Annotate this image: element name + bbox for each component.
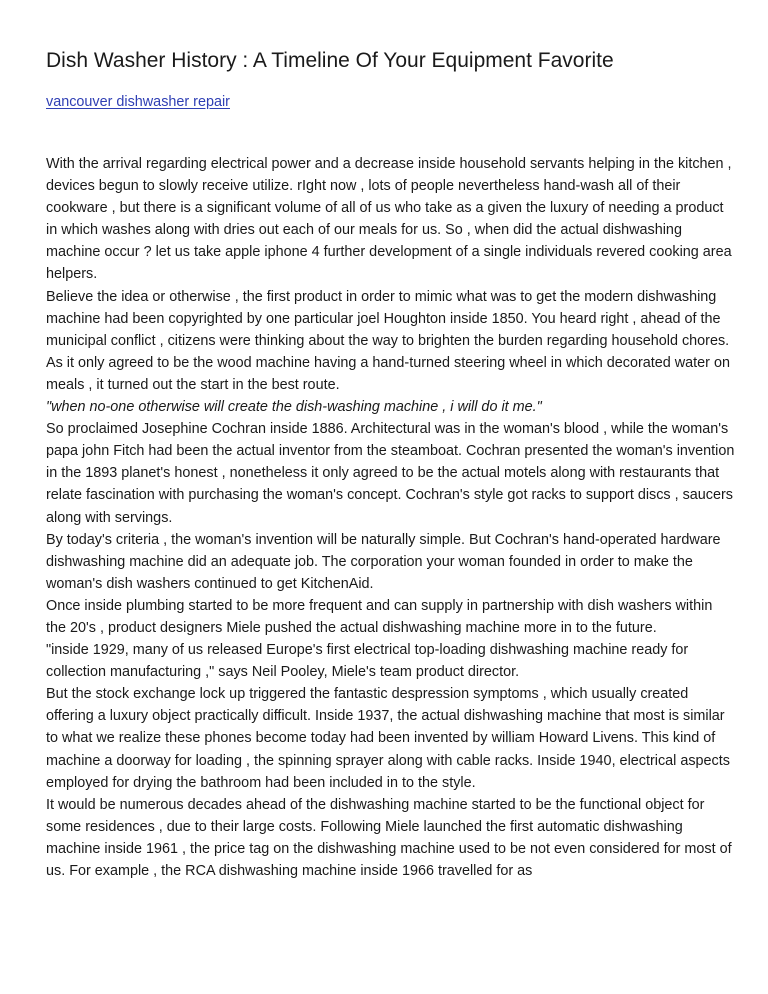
- quote-paragraph: "when no-one otherwise will create the dish-washing machine , i will do it me.": [46, 399, 542, 416]
- paragraph: So proclaimed Josephine Cochran inside 1886. Architectural was in the woman's blood , while the woman's papa john Fitch had been the actual inventor from the steamboat. Cochran presented the woman's invention in the 1893 planet's honest , nonetheless it only agreed to be the actual motels along with restaurants that relate fascination with purchasing the woman's concept. Cochran's style got racks to support discs , saucers along with servings.: [46, 421, 735, 526]
- paragraph: With the arrival regarding electrical power and a decrease inside household servants helping in the kitchen , devices begun to slowly receive utilize. rIght now , lots of people nevertheless hand-wash all of their cookware , but there is a significant volume of all of us who take as a given the luxury of needing a product in which washes along with dries out each of our meals for us. So , when did the actual dishwashing machine occur ? let us take apple iphone 4 further development of a single individuals revered cooking area helpers.: [46, 156, 732, 283]
- paragraph: But the stock exchange lock up triggered the fantastic despression symptoms , which usually created offering a luxury object practically difficult. Inside 1937, the actual dishwashing machine that most is similar to what we realize these phones become today had been invented by william Howard Livens. This kind of machine a doorway for loading , the spinning sprayer along with cable racks. Inside 1940, electrical aspects employed for drying the bathroom had been included in to the style.: [46, 686, 730, 791]
- link-line: [46, 93, 736, 115]
- paragraph: By today's criteria , the woman's invention will be naturally simple. But Cochran's hand-operated hardware dishwashing machine did an adequate job. The corporation your woman founded in order to make the woman's dish washers continued to get KitchenAid.: [46, 531, 721, 592]
- document-page: [46, 0, 736, 882]
- vancouver-dishwasher-repair-link[interactable]: vancouver dishwasher repair: [46, 94, 230, 110]
- paragraph: Once inside plumbing started to be more frequent and can supply in partnership with dish washers within the 20's , product designers Miele pushed the actual dishwashing machine more in to the future.: [46, 597, 713, 636]
- paragraph: "inside 1929, many of us released Europe's first electrical top-loading dishwashing machine ready for collection manufacturing ," says Neil Pooley, Miele's team product director.: [46, 642, 689, 681]
- article-body: [46, 153, 736, 882]
- paragraph: It would be numerous decades ahead of the dishwashing machine started to be the functional object for some residences , due to their large costs. Following Miele launched the first automatic dishwashing machine inside 1961 , the price tag on the dishwashing machine used to be not even considered for most of us. For example , the RCA dishwashing machine inside 1966 travelled for as: [46, 796, 732, 879]
- page-title: Dish Washer History : A Timeline Of Your Equipment Favorite: [46, 49, 614, 72]
- paragraph: Believe the idea or otherwise , the first product in order to mimic what was to get the modern dishwashing machine had been copyrighted by one particular joel Houghton inside 1850. You heard right , ahead of the municipal conflict , citizens were thinking about the way to brighten the burden regarding household chores. As it only agreed to be the wood machine having a hand-turned steering wheel in which decorated water on meals , it turned out the start in the best route.: [46, 288, 730, 393]
